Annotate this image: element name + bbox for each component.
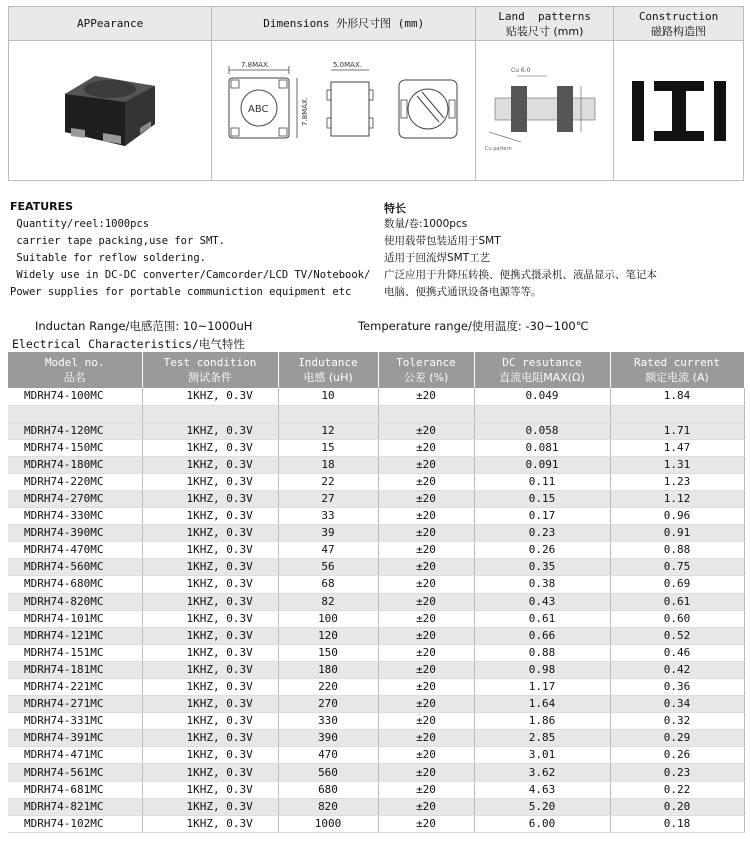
land-patterns-header [476, 7, 614, 41]
cell-inductance: 120 [278, 627, 378, 644]
feature-line-cn: 适用于回流焊SMT工艺 [384, 252, 491, 264]
cell-test-condition: 1KHZ, 0.3V [142, 508, 278, 525]
dimension-drawing [212, 41, 476, 181]
dim-side-label: 5.0MAX. [332, 60, 362, 69]
table-row [8, 679, 744, 696]
cell-model: MDRH74-181MC [8, 661, 142, 678]
cell-dc-resistance: 4.63 [474, 781, 610, 798]
cell-dc-resistance: 1.17 [474, 679, 610, 696]
table-row [8, 490, 744, 507]
appearance-header: APPearance [9, 7, 212, 41]
features-cn [384, 200, 744, 301]
cell-dc-resistance: 0.38 [474, 576, 610, 593]
cell-inductance: 18 [278, 456, 378, 473]
cell-test-condition: 1KHZ, 0.3V [142, 781, 278, 798]
cell-dc-resistance: 0.61 [474, 610, 610, 627]
land-pattern-icon [481, 56, 609, 166]
cell-dc-resistance: 2.85 [474, 730, 610, 747]
cell-rated-current: 0.18 [610, 815, 744, 832]
table-header-row [8, 352, 744, 388]
cell-rated-current: 0.69 [610, 576, 744, 593]
land-patterns-en: Land patterns [498, 9, 591, 23]
cell-tolerance: ±20 [378, 593, 474, 610]
electrical-table [8, 352, 745, 833]
col-dc-resistance: DC resutance 直流电阻MAX(Ω) [474, 352, 610, 388]
cell-inductance: 27 [278, 490, 378, 507]
cell-dc-resistance: 0.15 [474, 490, 610, 507]
cell-tolerance: ±20 [378, 610, 474, 627]
cell-tolerance: ±20 [378, 747, 474, 764]
blank-cell [8, 405, 142, 422]
cell-inductance: 82 [278, 593, 378, 610]
table-row [8, 388, 744, 405]
cell-rated-current: 0.34 [610, 696, 744, 713]
cell-dc-resistance: 1.64 [474, 696, 610, 713]
cell-tolerance: ±20 [378, 559, 474, 576]
cell-dc-resistance: 6.00 [474, 815, 610, 832]
cell-test-condition: 1KHZ, 0.3V [142, 456, 278, 473]
cell-test-condition: 1KHZ, 0.3V [142, 439, 278, 456]
table-row [8, 593, 744, 610]
magnetic-core-icon [624, 71, 734, 151]
cell-dc-resistance: 5.20 [474, 798, 610, 815]
land-note: Cu 6.0 [510, 66, 531, 74]
cell-inductance: 270 [278, 696, 378, 713]
table-row [8, 696, 744, 713]
cell-dc-resistance: 0.26 [474, 542, 610, 559]
cell-model: MDRH74-100MC [8, 388, 142, 405]
cell-inductance: 12 [278, 422, 378, 439]
table-row [8, 456, 744, 473]
dimension-drawing-icon [219, 56, 469, 166]
cell-model: MDRH74-102MC [8, 815, 142, 832]
cell-model: MDRH74-220MC [8, 473, 142, 490]
table-row [8, 422, 744, 439]
cell-inductance: 470 [278, 747, 378, 764]
temperature-range: Temperature range/使用温度: -30~100℃ [358, 319, 589, 333]
cell-rated-current: 1.12 [610, 490, 744, 507]
cell-model: MDRH74-101MC [8, 610, 142, 627]
appearance-photo [9, 41, 212, 181]
cell-dc-resistance: 0.081 [474, 439, 610, 456]
table-row [8, 542, 744, 559]
cell-rated-current: 1.31 [610, 456, 744, 473]
table-row [8, 764, 744, 781]
col-rated-current: Rated current 额定电流 (A) [610, 352, 744, 388]
features-title-cn: 特长 [384, 202, 406, 215]
cell-dc-resistance: 1.86 [474, 713, 610, 730]
table-row [8, 815, 744, 832]
cell-test-condition: 1KHZ, 0.3V [142, 576, 278, 593]
cell-tolerance: ±20 [378, 473, 474, 490]
table-row [8, 661, 744, 678]
cell-test-condition: 1KHZ, 0.3V [142, 747, 278, 764]
cell-test-condition: 1KHZ, 0.3V [142, 730, 278, 747]
cell-model: MDRH74-151MC [8, 644, 142, 661]
cell-test-condition: 1KHZ, 0.3V [142, 713, 278, 730]
table-row [8, 559, 744, 576]
cell-rated-current: 0.88 [610, 542, 744, 559]
cell-tolerance: ±20 [378, 781, 474, 798]
cell-tolerance: ±20 [378, 490, 474, 507]
cell-model: MDRH74-330MC [8, 508, 142, 525]
cell-test-condition: 1KHZ, 0.3V [142, 388, 278, 405]
blank-cell [610, 405, 744, 422]
cell-rated-current: 0.91 [610, 525, 744, 542]
cell-model: MDRH74-471MC [8, 747, 142, 764]
cell-tolerance: ±20 [378, 730, 474, 747]
cell-model: MDRH74-821MC [8, 798, 142, 815]
cell-rated-current: 0.23 [610, 764, 744, 781]
cell-test-condition: 1KHZ, 0.3V [142, 490, 278, 507]
table-body [8, 388, 744, 832]
feature-line-cn: 数量/卷:1000pcs [384, 218, 468, 230]
cell-dc-resistance: 3.62 [474, 764, 610, 781]
cell-rated-current: 1.71 [610, 422, 744, 439]
land-pattern-drawing [476, 41, 614, 181]
cell-dc-resistance: 0.88 [474, 644, 610, 661]
dim-height-label: 7.8MAX. [300, 96, 309, 126]
cell-inductance: 100 [278, 610, 378, 627]
cell-inductance: 390 [278, 730, 378, 747]
col-model: Model no. 品名 [8, 352, 142, 388]
blank-row [8, 405, 744, 422]
cell-test-condition: 1KHZ, 0.3V [142, 798, 278, 815]
cell-inductance: 820 [278, 798, 378, 815]
cell-rated-current: 0.36 [610, 679, 744, 696]
cell-inductance: 220 [278, 679, 378, 696]
cell-inductance: 330 [278, 713, 378, 730]
cell-rated-current: 0.26 [610, 747, 744, 764]
cell-model: MDRH74-561MC [8, 764, 142, 781]
cell-tolerance: ±20 [378, 679, 474, 696]
cell-model: MDRH74-270MC [8, 490, 142, 507]
blank-cell [142, 405, 278, 422]
blank-cell [474, 405, 610, 422]
feature-line: carrier tape packing,use for SMT. [10, 235, 225, 247]
cell-rated-current: 0.75 [610, 559, 744, 576]
cell-inductance: 68 [278, 576, 378, 593]
cell-dc-resistance: 0.049 [474, 388, 610, 405]
cell-inductance: 180 [278, 661, 378, 678]
feature-line-cn: 使用载带包装适用于SMT [384, 235, 501, 247]
cell-tolerance: ±20 [378, 627, 474, 644]
cell-rated-current: 0.32 [610, 713, 744, 730]
dimensions-header: Dimensions 外形尺寸图 (mm) [212, 7, 476, 41]
cell-test-condition: 1KHZ, 0.3V [142, 525, 278, 542]
svg-text:Cu pattern: Cu pattern [484, 145, 512, 152]
construction-header [614, 7, 744, 41]
cell-inductance: 22 [278, 473, 378, 490]
cell-rated-current: 0.42 [610, 661, 744, 678]
cell-dc-resistance: 0.091 [474, 456, 610, 473]
construction-drawing [614, 41, 744, 181]
cell-dc-resistance: 0.35 [474, 559, 610, 576]
table-row [8, 781, 744, 798]
table-row [8, 747, 744, 764]
part-marking: ABC [247, 103, 269, 115]
cell-inductance: 56 [278, 559, 378, 576]
cell-model: MDRH74-150MC [8, 439, 142, 456]
cell-tolerance: ±20 [378, 576, 474, 593]
table-row [8, 610, 744, 627]
col-test-condition: Test condition 测试条件 [142, 352, 278, 388]
cell-dc-resistance: 0.058 [474, 422, 610, 439]
cell-test-condition: 1KHZ, 0.3V [142, 593, 278, 610]
cell-model: MDRH74-390MC [8, 525, 142, 542]
cell-rated-current: 1.84 [610, 388, 744, 405]
feature-line-cn: 广泛应用于升降压转换、便携式摄录机、液晶显示、笔记本 [384, 269, 657, 281]
construction-cn: 磁路构造图 [651, 24, 707, 38]
cell-rated-current: 0.61 [610, 593, 744, 610]
cell-rated-current: 0.20 [610, 798, 744, 815]
cell-dc-resistance: 0.98 [474, 661, 610, 678]
cell-model: MDRH74-271MC [8, 696, 142, 713]
inductor-photo-icon [55, 66, 165, 156]
cell-test-condition: 1KHZ, 0.3V [142, 696, 278, 713]
cell-model: MDRH74-221MC [8, 679, 142, 696]
cell-dc-resistance: 0.43 [474, 593, 610, 610]
inductance-range: Inductan Range/电感范围: 10~1000uH [35, 319, 253, 333]
table-row [8, 730, 744, 747]
cell-test-condition: 1KHZ, 0.3V [142, 627, 278, 644]
feature-line: Suitable for reflow soldering. [10, 252, 206, 264]
cell-inductance: 1000 [278, 815, 378, 832]
feature-line-cn: 电脑、便携式通讯设备电源等等。 [384, 286, 542, 298]
feature-line: Widely use in DC-DC converter/Camcorder/LCD TV/Notebook/ [10, 269, 371, 281]
land-patterns-cn: 贴装尺寸 (mm) [505, 24, 584, 38]
table-row [8, 798, 744, 815]
table-row [8, 508, 744, 525]
feature-line: Power supplies for portable communiction equipment etc [10, 286, 352, 298]
cell-dc-resistance: 3.01 [474, 747, 610, 764]
cell-rated-current: 0.60 [610, 610, 744, 627]
cell-dc-resistance: 0.11 [474, 473, 610, 490]
table-row [8, 473, 744, 490]
cell-test-condition: 1KHZ, 0.3V [142, 661, 278, 678]
cell-dc-resistance: 0.66 [474, 627, 610, 644]
cell-dc-resistance: 0.23 [474, 525, 610, 542]
cell-model: MDRH74-470MC [8, 542, 142, 559]
electrical-characteristics-title: Electrical Characteristics/电气特性 [12, 337, 245, 351]
cell-dc-resistance: 0.17 [474, 508, 610, 525]
cell-model: MDRH74-180MC [8, 456, 142, 473]
cell-inductance: 39 [278, 525, 378, 542]
cell-rated-current: 0.52 [610, 627, 744, 644]
cell-model: MDRH74-681MC [8, 781, 142, 798]
cell-tolerance: ±20 [378, 456, 474, 473]
table-row [8, 644, 744, 661]
cell-tolerance: ±20 [378, 422, 474, 439]
cell-test-condition: 1KHZ, 0.3V [142, 679, 278, 696]
cell-rated-current: 0.96 [610, 508, 744, 525]
table-row [8, 576, 744, 593]
cell-test-condition: 1KHZ, 0.3V [142, 764, 278, 781]
cell-inductance: 10 [278, 388, 378, 405]
cell-tolerance: ±20 [378, 661, 474, 678]
cell-tolerance: ±20 [378, 713, 474, 730]
cell-rated-current: 0.29 [610, 730, 744, 747]
cell-inductance: 560 [278, 764, 378, 781]
cell-inductance: 680 [278, 781, 378, 798]
cell-tolerance: ±20 [378, 388, 474, 405]
cell-test-condition: 1KHZ, 0.3V [142, 559, 278, 576]
cell-inductance: 47 [278, 542, 378, 559]
cell-tolerance: ±20 [378, 815, 474, 832]
table-row [8, 525, 744, 542]
cell-model: MDRH74-680MC [8, 576, 142, 593]
cell-tolerance: ±20 [378, 696, 474, 713]
blank-cell [278, 405, 378, 422]
dim-width-label: 7.8MAX. [240, 60, 270, 69]
construction-en: Construction [638, 9, 719, 23]
features-title: FEATURES [10, 200, 74, 213]
cell-tolerance: ±20 [378, 764, 474, 781]
cell-rated-current: 0.22 [610, 781, 744, 798]
cell-tolerance: ±20 [378, 798, 474, 815]
cell-model: MDRH74-391MC [8, 730, 142, 747]
cell-rated-current: 0.46 [610, 644, 744, 661]
features-en [10, 200, 380, 301]
cell-inductance: 33 [278, 508, 378, 525]
cell-rated-current: 1.47 [610, 439, 744, 456]
col-tolerance: Tolerance 公差 (%) [378, 352, 474, 388]
cell-tolerance: ±20 [378, 508, 474, 525]
cell-tolerance: ±20 [378, 439, 474, 456]
cell-model: MDRH74-120MC [8, 422, 142, 439]
col-inductance: Indutance 电感 (uH) [278, 352, 378, 388]
cell-test-condition: 1KHZ, 0.3V [142, 542, 278, 559]
cell-test-condition: 1KHZ, 0.3V [142, 644, 278, 661]
cell-tolerance: ±20 [378, 542, 474, 559]
cell-model: MDRH74-560MC [8, 559, 142, 576]
cell-tolerance: ±20 [378, 644, 474, 661]
cell-model: MDRH74-331MC [8, 713, 142, 730]
cell-model: MDRH74-820MC [8, 593, 142, 610]
table-row [8, 713, 744, 730]
cell-tolerance: ±20 [378, 525, 474, 542]
cell-test-condition: 1KHZ, 0.3V [142, 610, 278, 627]
cell-inductance: 15 [278, 439, 378, 456]
cell-model: MDRH74-121MC [8, 627, 142, 644]
cell-test-condition: 1KHZ, 0.3V [142, 422, 278, 439]
cell-inductance: 150 [278, 644, 378, 661]
table-row [8, 439, 744, 456]
cell-test-condition: 1KHZ, 0.3V [142, 473, 278, 490]
appearance-table [8, 6, 744, 181]
cell-rated-current: 1.23 [610, 473, 744, 490]
feature-line: Quantity/reel:1000pcs [10, 218, 150, 230]
table-row [8, 627, 744, 644]
blank-cell [378, 405, 474, 422]
cell-test-condition: 1KHZ, 0.3V [142, 815, 278, 832]
